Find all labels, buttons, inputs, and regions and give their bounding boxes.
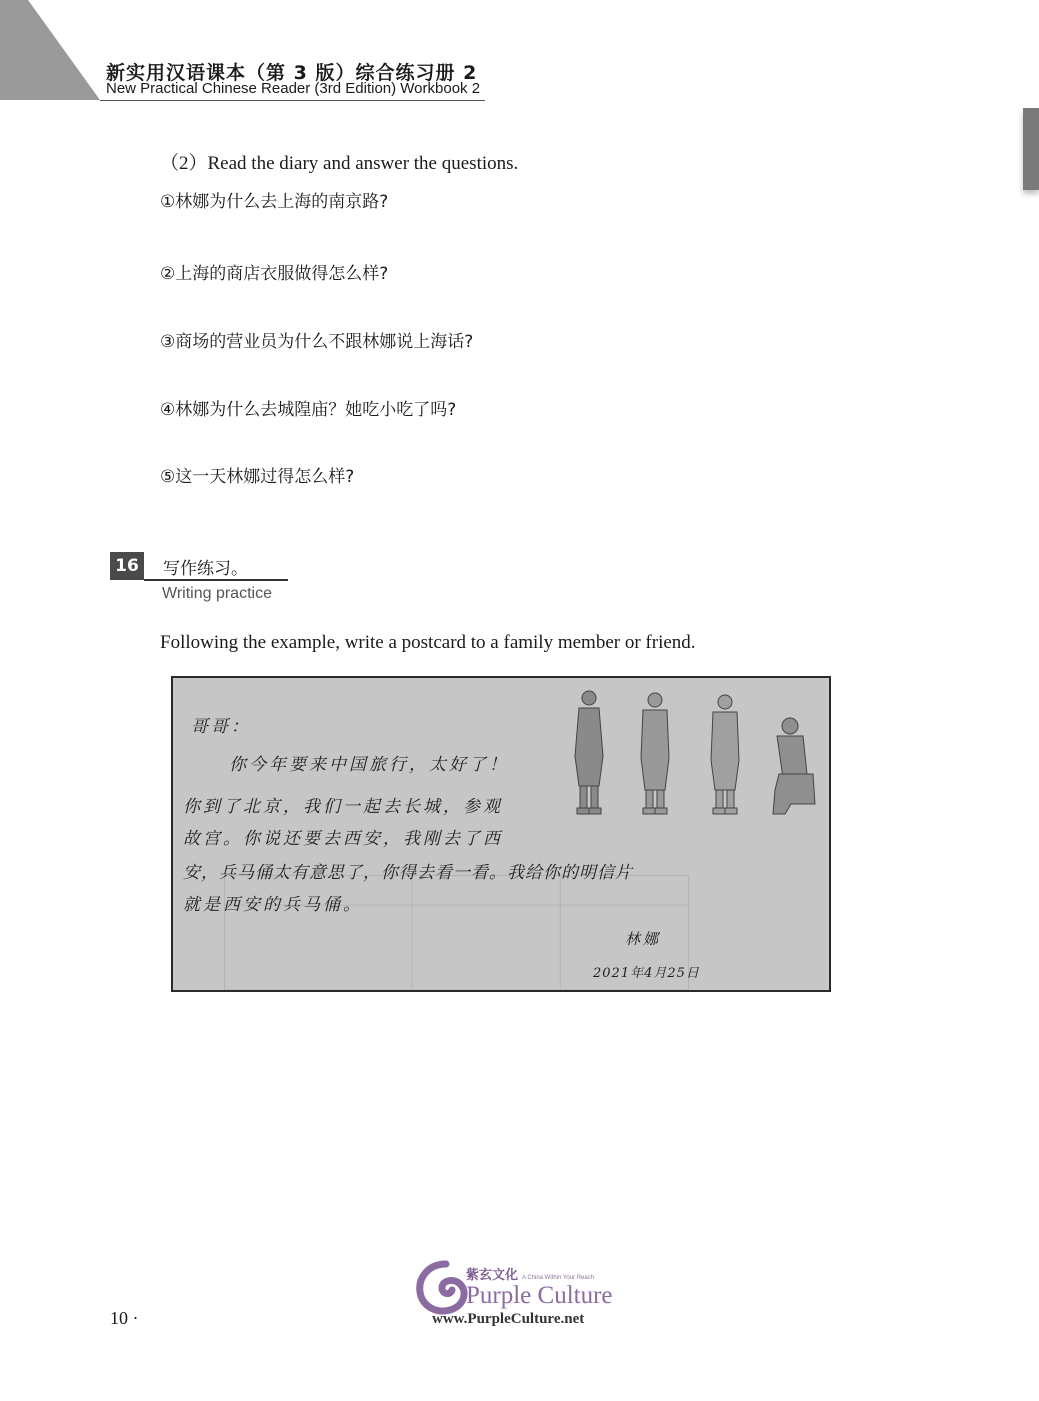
postcard-greeting: 哥哥： xyxy=(191,717,251,737)
book-title-english: New Practical Chinese Reader (3rd Edition) Workbook 2 xyxy=(106,80,481,97)
logo-tagline: A China Within Your Reach xyxy=(522,1275,595,1281)
question-2: ②上海的商店衣服做得怎么样? xyxy=(160,264,389,284)
writing-instruction: Following the example, write a postcard to a family member or friend. xyxy=(160,632,696,653)
section-title-chinese: 写作练习。 xyxy=(163,559,248,579)
section-number-badge: 16 xyxy=(110,552,144,580)
kneeling-archer-figure xyxy=(773,718,815,814)
warrior-figure xyxy=(711,695,739,814)
warrior-figure xyxy=(641,693,669,814)
question-4: ④林娜为什么去城隍庙？她吃小吃了吗? xyxy=(160,400,457,420)
header-corner-triangle xyxy=(0,0,100,100)
postcard-line-1: 你今年要来中国旅行，太好了！ xyxy=(229,755,509,775)
section-title-underline xyxy=(144,579,288,581)
logo-chinese-name: 紫玄文化 xyxy=(466,1268,519,1283)
header-divider xyxy=(100,100,485,101)
exercise-title: （2）Read the diary and answer the questions. xyxy=(160,153,519,174)
logo-brand-name: Purple Culture xyxy=(466,1282,613,1309)
page-number: 10 · xyxy=(110,1308,139,1328)
logo-website-link[interactable]: www.PurpleCulture.net xyxy=(432,1311,585,1327)
postcard-line-4: 安，兵马俑太有意思了，你得去看一看。我给你的明信片 xyxy=(183,863,633,883)
warrior-figure xyxy=(575,691,603,814)
chapter-side-tab xyxy=(1023,108,1039,190)
postcard-line-2: 你到了北京，我们一起去长城，参观 xyxy=(183,797,503,817)
question-1: ①林娜为什么去上海的南京路? xyxy=(160,192,389,212)
question-3: ③商场的营业员为什么不跟林娜说上海话? xyxy=(160,332,474,352)
terracotta-warriors-illustration xyxy=(565,686,825,818)
postcard-line-3: 故宫。你说还要去西安，我刚去了西 xyxy=(183,829,503,849)
book-title-chinese: 新实用汉语课本（第 3 版）综合练习册 2 xyxy=(106,62,478,84)
postcard-example-image xyxy=(171,676,831,992)
question-5: ⑤这一天林娜过得怎么样? xyxy=(160,467,355,487)
postcard-line-5: 就是西安的兵马俑。 xyxy=(183,895,363,915)
postcard-signature: 林娜 xyxy=(625,930,662,948)
section-title-english: Writing practice xyxy=(162,585,272,602)
postcard-date: 2021年4月25日 xyxy=(593,966,700,981)
